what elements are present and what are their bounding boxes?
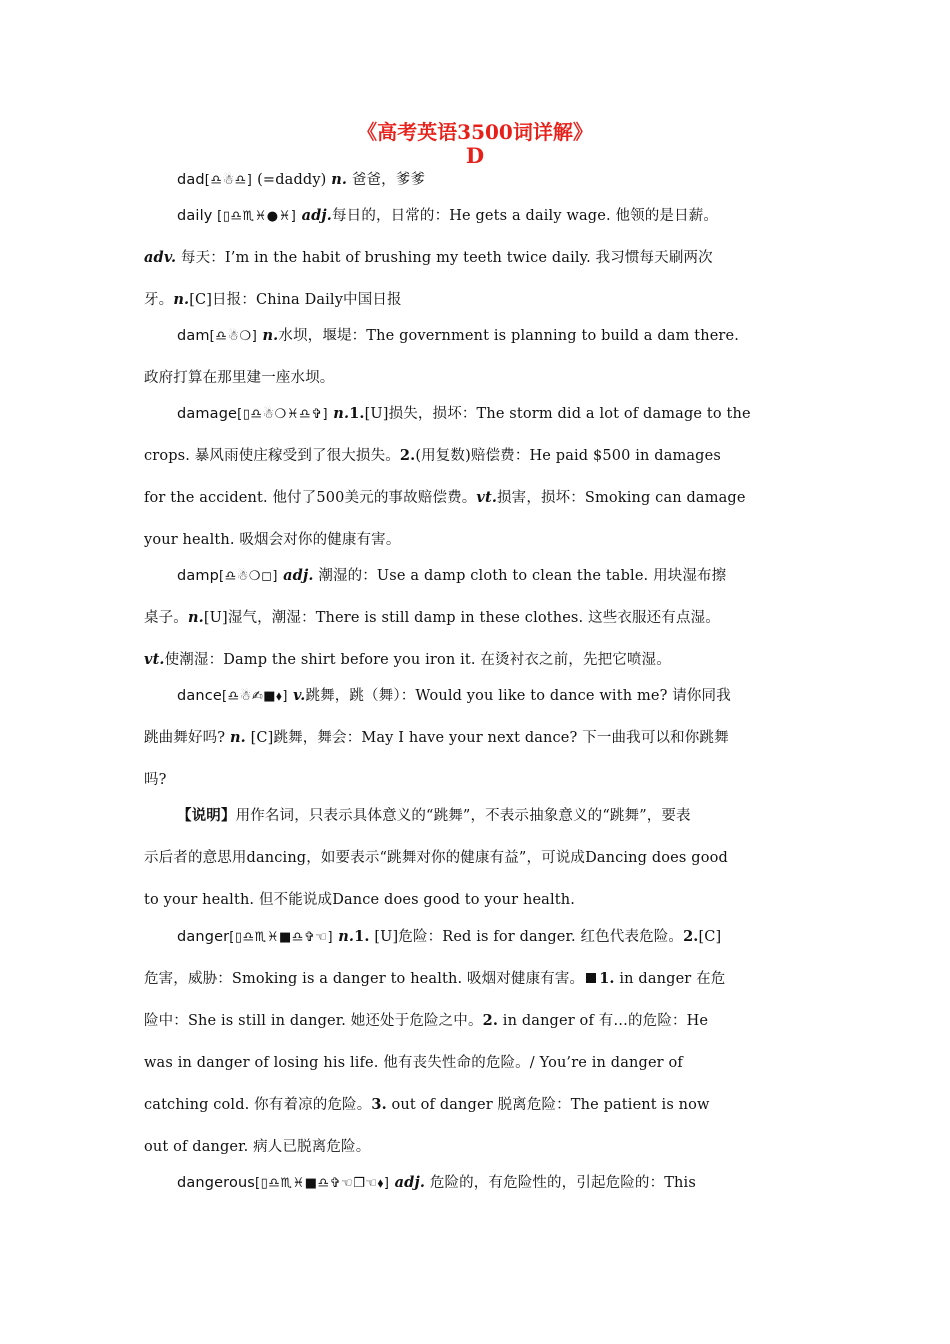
- part-of-speech: n.: [328, 405, 350, 422]
- phonetic: [♎☃❍◻]: [219, 569, 278, 584]
- part-of-speech: n.: [333, 928, 355, 945]
- entry-text: [C]日报：China Daily中国日报: [189, 292, 402, 308]
- entry-text: 每日的，日常的：He gets a daily wage. 他领的是日薪。: [332, 208, 719, 224]
- entry-damage: [177, 404, 809, 425]
- part-of-speech: vt.: [144, 651, 165, 668]
- entry-danger-line-3: [144, 1011, 809, 1031]
- entry-danger-line-5: [144, 1095, 809, 1115]
- entry-text: 使潮湿：Damp the shirt before you iron it. 在烫衬衣之前，先把它喷湿。: [164, 652, 671, 668]
- part-of-speech: n.: [187, 609, 204, 626]
- entry-text: to your health. 但不能说成Dance does good to your health.: [144, 892, 575, 908]
- sense-number: 2.: [482, 1012, 499, 1029]
- usage-note-line-3: [144, 890, 809, 910]
- note-label: 【说明】: [177, 807, 236, 824]
- headword: dance: [177, 688, 222, 704]
- entry-danger-line-4: [144, 1053, 809, 1073]
- entry-text: 危险的，有危险性的，引起危险的：This: [425, 1175, 696, 1191]
- entry-dam: [177, 326, 809, 347]
- entry-danger-line-2: [144, 969, 809, 989]
- entry-daily: [177, 206, 809, 227]
- part-of-speech: n.: [229, 729, 246, 746]
- entry-text: 牙。: [144, 292, 174, 308]
- entry-text: was in danger of losing his life. 他有丧失性命的危险。/ You’re in danger of: [144, 1055, 683, 1071]
- entry-daily-line-3: [144, 290, 809, 310]
- entry-damage-line-3: [144, 488, 809, 508]
- entry-text: 桌子。: [144, 610, 188, 626]
- entry-dad: [177, 170, 809, 191]
- entry-text: 跳舞，跳（舞）：Would you like to dance with me? 请你同我: [305, 688, 731, 704]
- entry-text: 爸爸，爹爹: [347, 172, 426, 188]
- phonetic: [▯♎♏♓■♎✞☜❒☜⬧]: [255, 1176, 390, 1191]
- sense-number: 3.: [371, 1096, 387, 1113]
- phonetic: [♎☃✍■⬧]: [221, 689, 288, 704]
- section-letter: D: [465, 143, 485, 168]
- sense-number: 2.: [683, 928, 699, 945]
- part-of-speech: adj.: [277, 567, 314, 584]
- entry-text: in danger 在危: [614, 971, 726, 987]
- entry-text: 示后者的意思用dancing，如要表示“跳舞对你的健康有益”，可说成Dancing does good: [144, 850, 728, 866]
- phonetic: [▯♎♏♓●♓]: [212, 209, 297, 224]
- sense-number: 1.: [354, 928, 370, 945]
- phonetic: [▯♎♏♓■♎✞☜]: [229, 930, 334, 945]
- entry-danger-line-6: [144, 1137, 809, 1157]
- phonetic: [♎☃♎]: [204, 173, 253, 188]
- part-of-speech: adv.: [144, 249, 177, 266]
- headword: dam: [177, 328, 210, 344]
- entry-text: out of danger 脱离危险：The patient is now: [386, 1097, 710, 1113]
- document-title: 《高考英语3500词详解》: [357, 120, 593, 144]
- phonetic: [♎☃❍]: [209, 329, 258, 344]
- usage-note-line-2: [144, 848, 809, 868]
- entry-dance-line-2: [144, 728, 809, 748]
- entry-dam-line-2: [144, 368, 809, 388]
- phrase-marker-icon: [586, 973, 596, 983]
- entry-text: [U]危险：Red is for danger. 红色代表危险。: [369, 929, 684, 945]
- entry-daily-line-2: [144, 248, 809, 268]
- entry-text: catching cold. 你有着凉的危险。: [144, 1097, 372, 1113]
- part-of-speech: adj.: [296, 207, 333, 224]
- part-of-speech: n.: [331, 171, 348, 188]
- part-of-speech: adj.: [389, 1174, 426, 1191]
- part-of-speech: v.: [287, 687, 306, 704]
- entry-text: [U]损失，损坏：The storm did a lot of damage to the: [364, 406, 751, 422]
- entry-text: out of danger. 病人已脱离危险。: [144, 1139, 371, 1155]
- entry-text: 政府打算在那里建一座水坝。: [144, 370, 335, 386]
- phonetic: [▯♎☃❍♓♎✞]: [237, 407, 329, 422]
- entry-damage-line-2: [144, 446, 809, 466]
- headword: danger: [177, 929, 230, 945]
- usage-note: [177, 806, 809, 826]
- entry-text: 每天：I’m in the habit of brushing my teeth twice daily. 我习惯每天刷两次: [176, 250, 713, 266]
- entry-text: (用复数)赔偿费：He paid $500 in damages: [415, 448, 721, 464]
- headword: daily: [177, 208, 213, 224]
- entry-text: 险中：She is still in danger. 她还处于危险之中。: [144, 1013, 483, 1029]
- entry-danger: [177, 927, 809, 948]
- sense-number: 1.: [599, 970, 615, 987]
- entry-text: in danger of 有…的危险：He: [498, 1013, 709, 1029]
- entry-damp-line-3: [144, 650, 809, 670]
- entry-text: 水坝，堰堤：The government is planning to build a dam there.: [278, 328, 739, 344]
- entry-text: for the accident. 他付了500美元的事故赔偿费。: [144, 490, 477, 506]
- part-of-speech: n.: [257, 327, 279, 344]
- headword: damp: [177, 568, 220, 584]
- entry-text: 吗?: [144, 772, 167, 788]
- entry-text: [C]跳舞，舞会：May I have your next dance? 下一曲我可以和你跳舞: [245, 730, 729, 746]
- sense-number: 1.: [349, 405, 365, 422]
- entry-text: [U]湿气，潮湿：There is still damp in these clothes. 这些衣服还有点湿。: [203, 610, 720, 626]
- entry-dance-line-3: [144, 770, 809, 790]
- entry-text: (=daddy): [252, 172, 332, 188]
- entry-text: 损害，损坏：Smoking can damage: [497, 490, 746, 506]
- entry-text: crops. 暴风雨使庄稼受到了很大损失。: [144, 448, 400, 464]
- headword: dad: [177, 172, 205, 188]
- headword: dangerous: [177, 1175, 256, 1191]
- entry-text: 危害，威胁：Smoking is a danger to health. 吸烟对健康有害。: [144, 971, 585, 987]
- entry-text: 用作名词，只表示具体意义的“跳舞”，不表示抽象意义的“跳舞”，要表: [235, 808, 691, 824]
- entry-damp: [177, 566, 809, 587]
- part-of-speech: vt.: [476, 489, 498, 506]
- entry-damp-line-2: [144, 608, 809, 628]
- sense-number: 2.: [399, 447, 416, 464]
- entry-dangerous: [177, 1173, 809, 1194]
- entry-text: your health. 吸烟会对你的健康有害。: [144, 532, 401, 548]
- part-of-speech: n.: [173, 291, 190, 308]
- entry-dance: [177, 686, 809, 707]
- entry-damage-line-4: [144, 530, 809, 550]
- entry-text: 跳曲舞好吗?: [144, 730, 230, 746]
- entry-text: [C]: [698, 929, 722, 945]
- headword: damage: [177, 406, 238, 422]
- entry-text: 潮湿的：Use a damp cloth to clean the table. 用块湿布擦: [313, 568, 727, 584]
